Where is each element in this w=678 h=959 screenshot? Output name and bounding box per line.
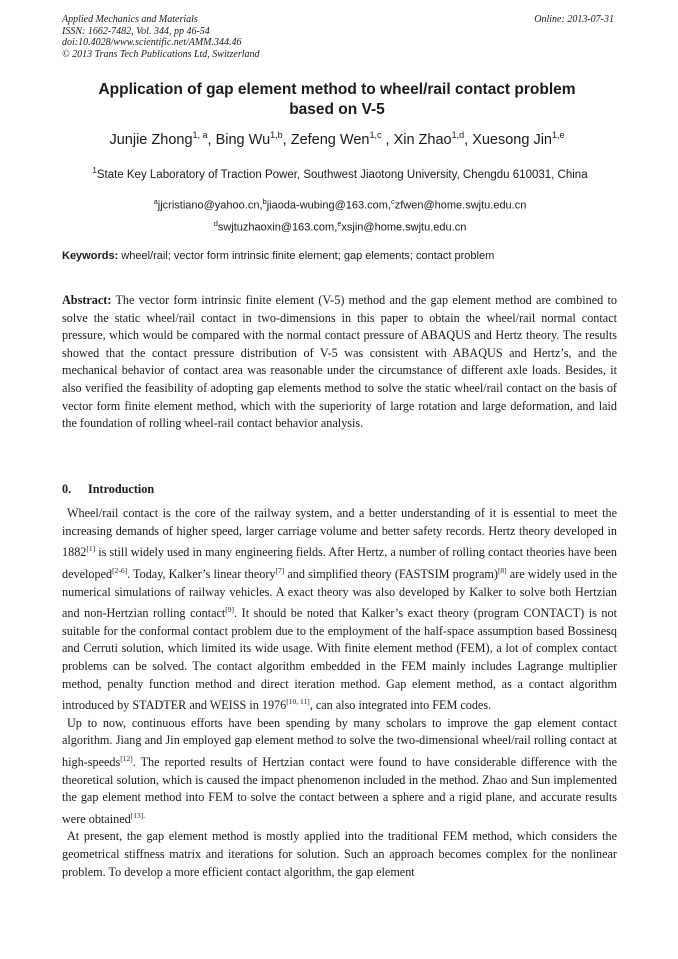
author-sep: ,: [381, 131, 394, 148]
email-sup: e: [337, 218, 342, 228]
title-line-1: Application of gap element method to wheel/rail contact problem: [98, 81, 576, 98]
paragraph-text: is still widely used in many engineering fields. After Hertz, a number of rolling contact theories have been developed: [62, 545, 617, 581]
email-line-1: [60, 193, 620, 215]
email-sup: a: [153, 197, 158, 206]
author-name: Xuesong Jin: [472, 131, 552, 148]
author-sup: 1,d: [451, 130, 465, 140]
paragraph-text: , can also integrated into FEM codes.: [309, 698, 492, 713]
author-name: Zefeng Wen: [290, 131, 370, 148]
title-line-2: based on V-5: [289, 101, 385, 118]
journal-name: Applied Mechanics and Materials: [62, 14, 198, 25]
author-sup: 1,c: [369, 130, 382, 140]
affiliation: [60, 166, 620, 181]
email-sup: b: [262, 197, 267, 206]
citation: [8]: [497, 565, 507, 575]
paragraph-text: . Today, Kalker’s linear theory: [127, 566, 276, 581]
email-link[interactable]: zfwen@home.swjtu.edu.cn: [394, 199, 527, 212]
citation: [9]: [225, 605, 235, 615]
email-sup: c: [390, 197, 395, 206]
paragraph-text: and simplified theory (FASTSIM program): [284, 566, 498, 581]
section-number: 0.: [62, 482, 72, 496]
author-sup: 1,b: [270, 130, 283, 140]
author-list: [60, 130, 614, 148]
paragraph: [62, 715, 617, 829]
author-name: Junjie Zhong: [109, 131, 193, 148]
abstract: [62, 292, 617, 433]
issn-line: ISSN: 1662-7482, Vol. 344, pp 46-54: [62, 25, 210, 37]
paragraph-text: Wheel/rail contact is the core of the railway system, and a better understanding of it is essential to meet the increasing demands of higher speed, larger carriage volume and better safety records. Hertz theory developed in 1882: [62, 506, 617, 560]
author-emails: [60, 193, 620, 236]
author-name: Bing Wu: [215, 131, 271, 148]
keywords-text: wheel/rail; vector form intrinsic finite element; gap elements; contact problem: [118, 250, 495, 262]
paragraph: [62, 505, 617, 715]
paragraph-text: are widely used in the numerical simulations of railway vehicles. A exact theory was also developed by Kalker to solve both Hertzian and non-Hertzian rolling contact: [62, 566, 617, 621]
keywords-label: Keywords:: [62, 250, 119, 262]
citation: [10, 11]: [286, 697, 310, 707]
email-sup: d: [213, 218, 218, 228]
paper-title: [60, 80, 614, 120]
affiliation-sup: 1: [92, 166, 97, 175]
author-sep: ,: [282, 131, 291, 148]
citation: [1]: [86, 544, 96, 554]
email-link[interactable]: swjtuzhaoxin@163.com,: [217, 221, 338, 234]
author-sup: 1,e: [552, 130, 565, 140]
email-link[interactable]: jjcristiano@yahoo.cn,: [157, 199, 263, 212]
online-date: Online: 2013-07-31: [534, 14, 614, 25]
paragraph-text: . The reported results of Hertzian contact were found to have considerable difference with the theoretical solution, which is caused the impact phenomenon included in the method. Zhao and Sun implemented the gap element method into FEM to solve the contact between a sphere and a rigid plane, and accurate results were obtained: [62, 755, 617, 826]
citation: [13].: [130, 810, 146, 820]
section-title: Introduction: [88, 482, 155, 496]
introduction-body: [62, 505, 617, 881]
keywords: [62, 250, 618, 262]
author-name: Xin Zhao: [393, 131, 452, 148]
paragraph-text: Up to now, continuous efforts have been spending by many scholars to improve the gap element contact algorithm. Jiang and Jin employed gap element method to solve the two-dimensional wheel/rail rolling contact at high-speeds: [62, 715, 617, 770]
author-sep: ,: [207, 131, 216, 148]
citation: [2-6]: [112, 565, 128, 575]
affiliation-text: State Key Laboratory of Traction Power, Southwest Jiaotong University, Chengdu 610031, China: [96, 168, 588, 181]
journal-header: [62, 14, 260, 60]
paragraph-text: At present, the gap element method is mostly applied into the traditional FEM method, which considers the geometrical stiffness matrix and iterations for solution. Such an approach becomes complex for the nonlinear problem. To develop a more efficient contact algorithm, the gap element: [62, 829, 617, 879]
doi-line: doi:10.4028/www.scientific.net/AMM.344.46: [62, 37, 242, 48]
section-heading-introduction: [62, 482, 154, 497]
abstract-label: Abstract:: [62, 293, 112, 307]
author-sup: 1, a: [192, 130, 208, 140]
citation: [7]: [275, 565, 285, 575]
abstract-text: The vector form intrinsic finite element (V-5) method and the gap element method are combined to solve the static wheel/rail contact in two-dimensions in this paper to obtain the wheel/rail normal contact pressure, which would be compared with the normal contact pressure of ABAQUS and Hertz theory. The results showed that the contact pressure distribution of V-5 was consistent with ABAQUS and Hertz’s, and the mechanical behavior of contact area was reasonable under the circumstance of different axle loads. Besides, it also verified the feasibility of adopting gap elements method to solve the static wheel/rail contact on the basis of vector form finite element method, which with the superiority of large rotation and large deformation, and laid the foundation of rolling wheel-rail contact behavior analysis.: [62, 293, 617, 431]
paragraph: [62, 828, 617, 881]
paragraph-text: . It should be noted that Kalker’s exact theory (program CONTACT) is not suitable for the conformal contact problem due to the employment of the half-space assumption based Bossinesq and Cerruti solution, which limited its wide usage. With finite element method (FEM), a lot of complex contact problems can be solved. The contact algorithm embedded in the FEM mainly includes Lagrange multiplier method, penalty function method and direct iteration method. Gap element method, as a contact algorithm introduced by STADTER and WEISS in 1976: [62, 606, 617, 713]
email-line-2: [60, 215, 620, 237]
citation: [12]: [120, 753, 133, 763]
author-sep: ,: [464, 131, 473, 148]
email-link[interactable]: xsjin@home.swjtu.edu.cn: [341, 221, 467, 234]
copyright-line: © 2013 Trans Tech Publications Ltd, Switzerland: [62, 48, 260, 60]
email-link[interactable]: jiaoda-wubing@163.com,: [266, 199, 391, 212]
